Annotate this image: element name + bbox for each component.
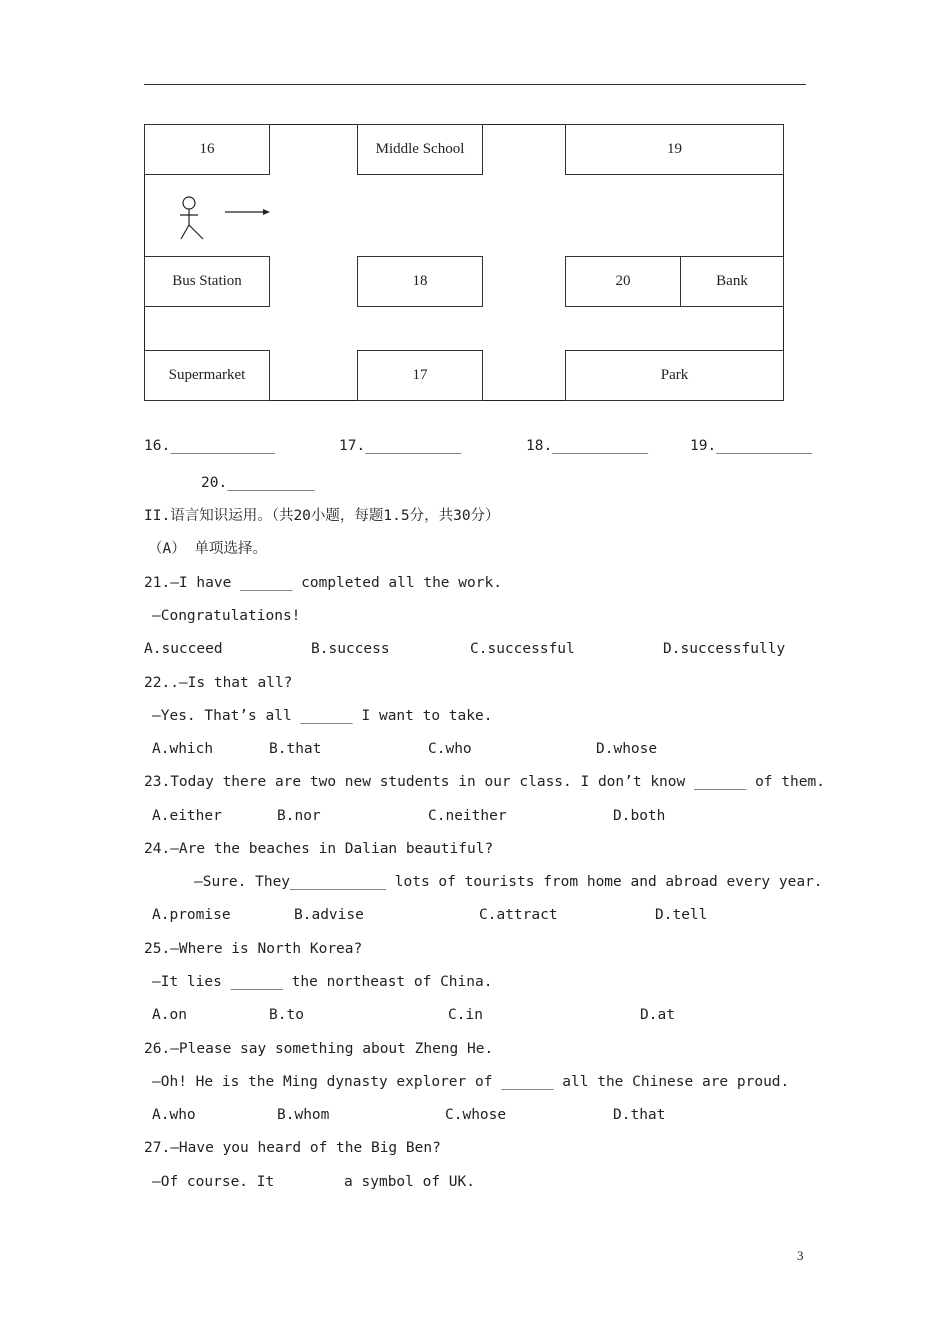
- q21-stem: 21.—I have ______ completed all the work.: [144, 575, 502, 591]
- q22-option-d: D.whose: [596, 741, 658, 757]
- q25-option-c: C.in: [448, 1007, 483, 1023]
- q25-option-d: D.at: [640, 1007, 675, 1023]
- section-title: II.语言知识运用。（共20小题，每题1.5分，共30分）: [144, 508, 500, 524]
- map-cell-middle-school: Middle School: [357, 124, 483, 175]
- section-subtitle: （A） 单项选择。: [148, 541, 267, 557]
- answer-blank-18: 18.___________: [526, 438, 649, 454]
- map-cell-bus-station: Bus Station: [144, 256, 270, 307]
- street-map: [144, 124, 784, 401]
- q24-stem: 24.—Are the beaches in Dalian beautiful?: [144, 841, 494, 857]
- map-cell-bank: Bank: [680, 256, 784, 307]
- q22-stem: 22..—Is that all?: [144, 675, 293, 691]
- q25-reply: —It lies ______ the northeast of China.: [152, 974, 493, 990]
- answer-blank-19: 19.___________: [690, 438, 813, 454]
- q27-reply: —Of course. It a symbol of UK.: [152, 1174, 476, 1190]
- q23-stem: 23.Today there are two new students in our class. I don’t know ______ of them.: [144, 774, 825, 790]
- q26-reply: —Oh! He is the Ming dynasty explorer of ______ all the Chinese are proud.: [152, 1074, 790, 1090]
- page-number: 3: [797, 1248, 804, 1263]
- q23-option-a: A.either: [152, 808, 222, 824]
- map-cell-19: 19: [565, 124, 784, 175]
- q21-option-c: C.successful: [470, 641, 575, 657]
- q24-reply: —Sure. They___________ lots of tourists from home and abroad every year.: [194, 874, 823, 890]
- q24-option-d: D.tell: [655, 907, 708, 923]
- q21-option-b: B.success: [311, 641, 390, 657]
- map-cell-18: 18: [357, 256, 483, 307]
- q25-option-b: B.to: [269, 1007, 304, 1023]
- person-icon: [175, 195, 215, 245]
- q24-option-c: C.attract: [479, 907, 558, 923]
- answer-blank-20: 20.__________: [201, 475, 315, 491]
- q24-option-b: B.advise: [294, 907, 364, 923]
- q21-option-a: A.succeed: [144, 641, 223, 657]
- q21-option-d: D.successfully: [663, 641, 786, 657]
- q22-option-c: C.who: [428, 741, 472, 757]
- q26-stem: 26.—Please say something about Zheng He.: [144, 1041, 494, 1057]
- q23-option-b: B.nor: [277, 808, 321, 824]
- q26-option-c: C.whose: [445, 1107, 507, 1123]
- q22-reply: —Yes. That’s all ______ I want to take.: [152, 708, 493, 724]
- q27-stem: 27.—Have you heard of the Big Ben?: [144, 1140, 441, 1156]
- q24-option-a: A.promise: [152, 907, 231, 923]
- map-cell-park: Park: [565, 350, 784, 401]
- map-cell-17: 17: [357, 350, 483, 401]
- q26-option-a: A.who: [152, 1107, 196, 1123]
- q25-option-a: A.on: [152, 1007, 187, 1023]
- q22-option-a: A.which: [152, 741, 214, 757]
- q26-option-d: D.that: [613, 1107, 666, 1123]
- answer-blank-17: 17.___________: [339, 438, 462, 454]
- header-rule: [144, 84, 806, 85]
- map-cell-16: 16: [144, 124, 270, 175]
- q22-option-b: B.that: [269, 741, 322, 757]
- map-cell-20: 20: [565, 256, 681, 307]
- map-cell-supermarket: Supermarket: [144, 350, 270, 401]
- q23-option-d: D.both: [613, 808, 666, 824]
- q26-option-b: B.whom: [277, 1107, 330, 1123]
- q25-stem: 25.—Where is North Korea?: [144, 941, 363, 957]
- q21-reply: —Congratulations!: [152, 608, 301, 624]
- arrow-right-icon: [225, 207, 271, 217]
- answer-blank-16: 16.____________: [144, 438, 275, 454]
- q23-option-c: C.neither: [428, 808, 507, 824]
